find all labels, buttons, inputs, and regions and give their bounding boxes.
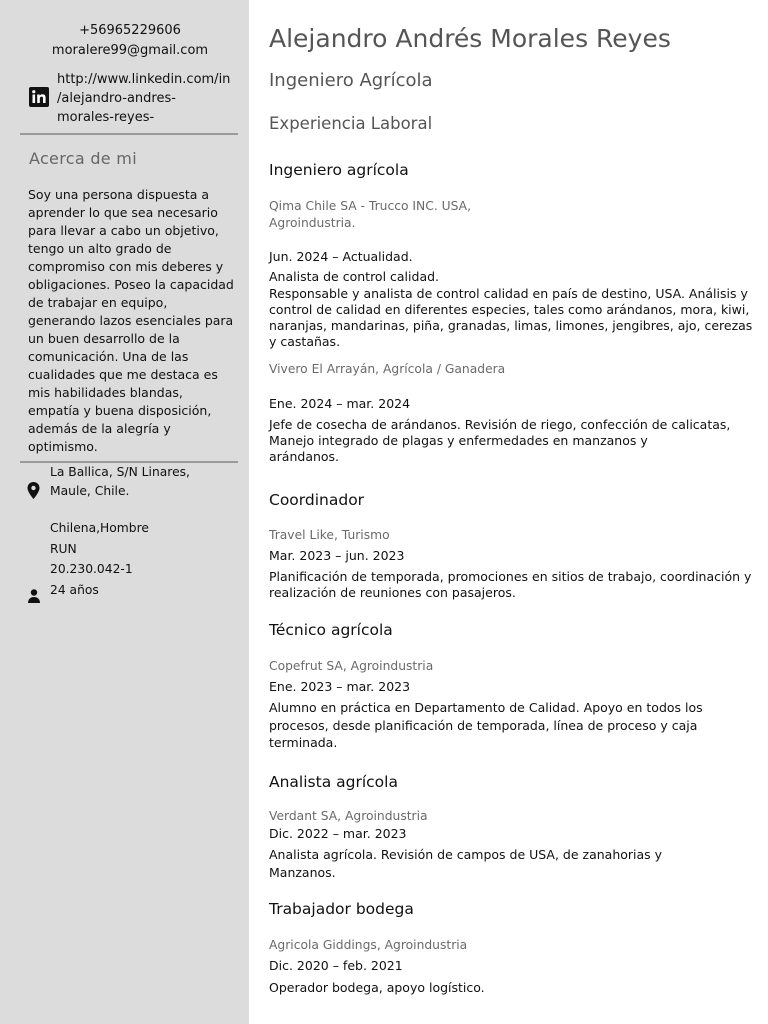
job-date: Ene. 2024 – mar. 2024 (269, 396, 411, 411)
full-name: Alejandro Andrés Morales Reyes (269, 24, 671, 53)
location-pin-icon (27, 482, 40, 499)
profession: Ingeniero Agrícola (269, 70, 433, 91)
job-company: Copefrut SA, Agroindustria (269, 659, 434, 673)
job-date: Jun. 2024 – Actualidad. (269, 249, 413, 264)
linkedin-link[interactable]: http://www.linkedin.com/in /alejandro-andres- morales-reyes- (57, 72, 231, 125)
job-title: Técnico agrícola (269, 621, 393, 639)
person-icon (28, 589, 40, 603)
job-title: Coordinador (269, 491, 365, 509)
job-description: Jefe de cosecha de arándanos. Revisión de riego, confección de calicatas, Manejo integrado de plagas y enfermedades en manzanos y arándanos. (269, 417, 731, 464)
job-description: Responsable y analista de control calidad en país de destino, USA. Análisis y control de calidad en diferentes especies, tales como arándanos, mora, kiwi, naranjas, mandarinas, piña, granadas, limas, limones, jengibres, ajo, cerezas y castañas. (269, 286, 753, 349)
job-description: Alumno en práctica en Departamento de Calidad. Apoyo en todos los procesos, desde planificación de temporada, línea de proceso y caja terminada. (269, 700, 703, 750)
email-address[interactable]: moralere99@gmail.com (51, 43, 209, 58)
job-date: Dic. 2020 – feb. 2021 (269, 958, 403, 973)
linkedin-icon (29, 87, 49, 107)
address-line-1: La Ballica, S/N Linares, (50, 465, 190, 479)
job-company: Travel Like, Turismo (269, 528, 390, 542)
job-role: Analista de control calidad. (269, 269, 440, 284)
job-company: Qima Chile SA - Trucco INC. USA, Agroindustria. (269, 199, 471, 230)
main-content (249, 0, 768, 1024)
job-description: Analista agrícola. Revisión de campos de USA, de zanahorias y Manzanos. (269, 847, 663, 880)
job-date: Ene. 2023 – mar. 2023 (269, 679, 411, 694)
job-company: Agricola Giddings, Agroindustria (269, 938, 468, 952)
job-date: Mar. 2023 – jun. 2023 (269, 548, 405, 563)
job-company: Vivero El Arrayán, Agrícola / Ganadera (269, 362, 506, 376)
run-label: RUN (50, 542, 77, 556)
divider (20, 461, 238, 463)
nationality-gender: Chilena,Hombre (50, 521, 149, 535)
about-heading: Acerca de mi (29, 149, 137, 168)
run-number: 20.230.042-1 (50, 562, 133, 576)
divider (20, 133, 238, 135)
job-description: Operador bodega, apoyo logístico. (269, 980, 485, 995)
section-title-experience: Experiencia Laboral (269, 114, 433, 133)
job-title: Trabajador bodega (269, 900, 414, 918)
job-title: Analista agrícola (269, 773, 398, 791)
job-title: Ingeniero agrícola (269, 161, 409, 179)
job-company: Verdant SA, Agroindustria (269, 809, 428, 823)
address-line-2: Maule, Chile. (50, 484, 130, 498)
age: 24 años (50, 583, 99, 597)
job-date: Dic. 2022 – mar. 2023 (269, 826, 407, 841)
phone-number: +56965229606 (79, 23, 181, 38)
about-text: Soy una persona dispuesta a aprender lo que sea necesario para llevar a cabo un objetivo, tengo un alto grado de compromiso con mis deberes y obligaciones. Poseo la capacidad de trabajar en equipo, generando lazos esenciales para un buen desarrollo de la comunicación. Una de las cualidades que me destaca es mis habilidades blandas, empatía y buena disposición, además de la alegría y optimismo. (28, 187, 234, 454)
sidebar (0, 0, 249, 1024)
job-description: Planificación de temporada, promociones en sitios de trabajo, coordinación y realización de reuniones con pasajeros. (269, 569, 752, 600)
